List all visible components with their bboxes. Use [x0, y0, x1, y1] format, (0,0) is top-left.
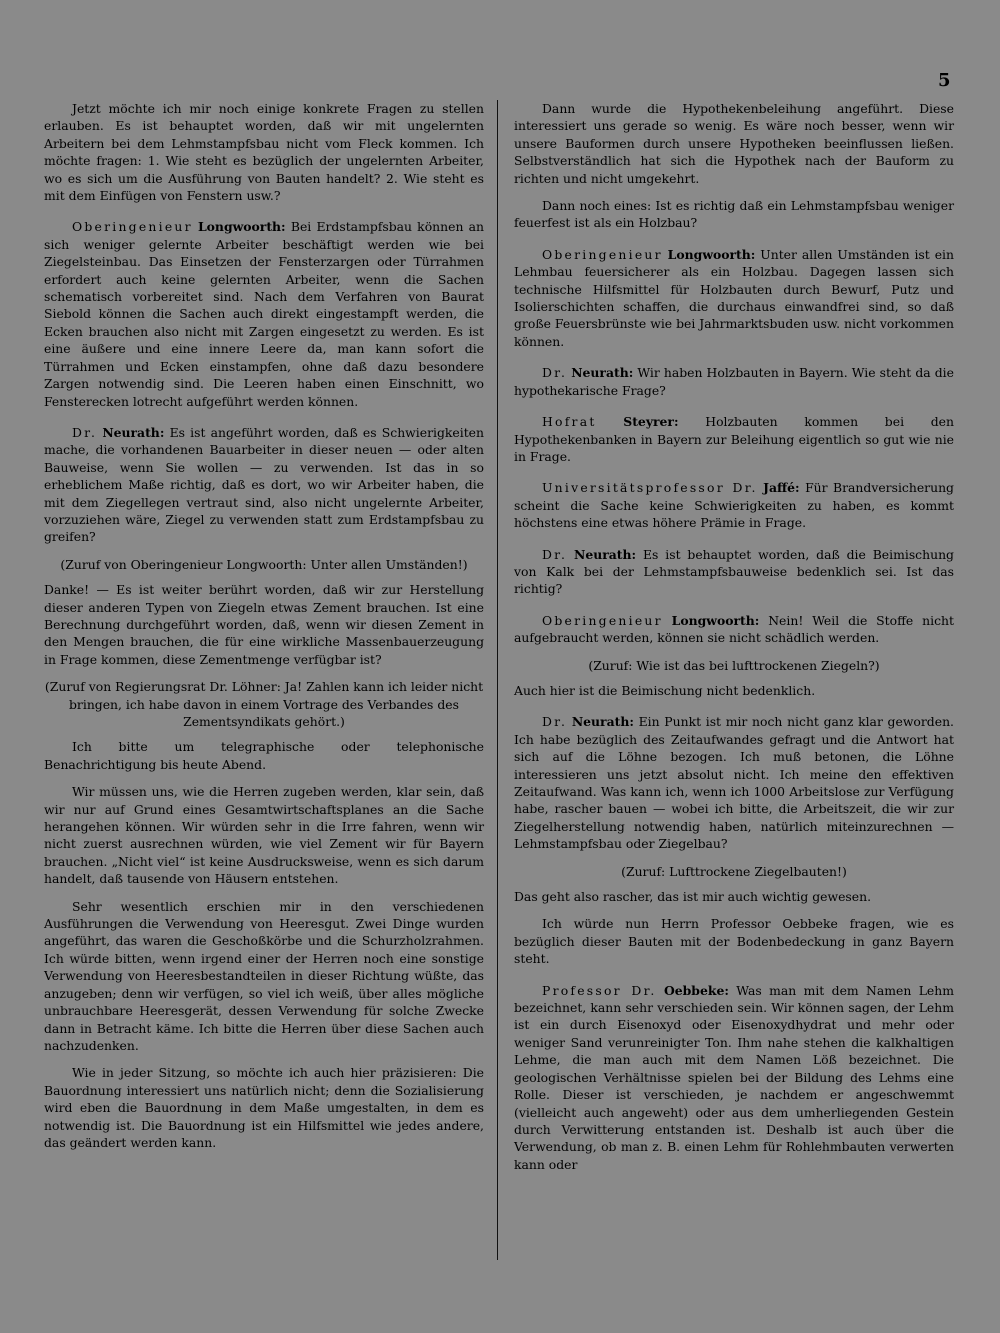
paragraph: Sehr wesentlich erschien mir in den verschiedenen Ausführungen die Verwendung von Heeresgut. Zwei Dinge wurden angeführt, das waren die Geschoßkörbe und die Schurzholzrahmen. Ich würde bitten, wenn irgend einer der Herren noch eine sonstige Verwendung von Heeresbestandteilen in dieser Richtung wüßte, das anzugeben; denn wir verfügen, so viel ich weiß, über alles mögliche unbrauchbare Heeresgerät, dessen Verwendung für solche Zwecke dann in Betracht käme. Ich bitte die Herren über diese Sachen auch nachzudenken. [44, 898, 484, 1053]
speaker-role: Universitätsprofessor Dr. [542, 480, 758, 496]
speaker-name: Neurath: [571, 365, 634, 381]
left-column [44, 100, 484, 1161]
speech-paragraph [514, 413, 954, 465]
column-divider [497, 100, 498, 1260]
speech-text: Wir haben Holzbauten in Bayern. Wie steht da die hypothekarische Frage? [514, 365, 954, 398]
right-column [514, 100, 954, 1183]
speaker-name: Oebbeke: [663, 982, 729, 998]
speech-text: Es ist angeführt worden, daß es Schwierigkeiten mache, die vorhandenen Bauarbeiter in dieser neuen — oder alten Bauweise, wenn Sie wollen — zu verwenden. Ist das in so erheblichem Maße richtig, daß es dort, wo wir Arbeiter haben, die mit dem Ziegellegen vertraut sind, also nicht ungelernte Arbeiter, vorzuziehen wäre, Ziegel zu verwenden statt zum Erdstampfsbau zu greifen? [44, 424, 484, 545]
speech-text: Für Brandversicherung scheint die Sache keine Schwierigkeiten zu haben, es kommt höchstens eine etwas höhere Prämie in Frage. [514, 480, 954, 531]
interjection: (Zuruf von Regierungsrat Dr. Löhner: Ja! Zahlen kann ich leider nicht bringen, ich habe davon in einem Vortrage des Verbandes des Zementsyndikats gehört.) [44, 679, 484, 729]
speaker-name: Neurath: [571, 714, 634, 730]
speaker-name: Steyrer: [623, 414, 679, 430]
speech-text: Was man mit dem Namen Lehm bezeichnet, kann sehr verschieden sein. Wir können sagen, der Lehm ist ein durch Eisenoxyd oder Eisenoxydhydrat und mehr oder weniger Sand verunreinigter Ton. Ihm nahe stehen die kalkhaltigen Lehme, die man auch mit dem Namen Löß bezeichnet. Die geologischen Verhältnisse spielen bei der Bildung des Lehms eine Rolle. Dieser ist verschieden, je nachdem er angeschwemmt (vielleicht auch angeweht) oder aus dem umherliegenden Gestein durch Verwitterung entstanden ist. Deshalb ist auch über die Verwendung, ob man z. B. einen Lehm für Rohlehmbauten verwerten kann oder [514, 982, 954, 1172]
speaker-name: Neurath: [102, 424, 165, 440]
speech-text: Nein! Weil die Stoffe nicht aufgebraucht werden, können sie nicht schädlich werden. [514, 612, 954, 646]
speaker-name: Longwoorth: [667, 246, 756, 262]
speaker-role: Oberingenieur [542, 612, 663, 628]
speech-paragraph [514, 364, 954, 399]
paragraph: Dann noch eines: Ist es richtig daß ein Lehmstampfsbau weniger feuerfest ist als ein Holzbau? [514, 198, 954, 231]
speech-paragraph [44, 424, 484, 546]
speech-paragraph [514, 713, 954, 852]
speaker-role: Dr. [542, 365, 568, 381]
speech-paragraph [514, 982, 954, 1173]
page-number: 5 [938, 70, 951, 91]
speaker-name: Neurath: [574, 546, 637, 562]
speech-text: Unter allen Umständen ist ein Lehmbau feuersicherer als ein Holzbau. Dagegen lassen sich technische Hilfsmittel für Holzbauten durch Bewurf, Putz und Isolierschichten schaffen, die durchaus einwandfrei sind, so daß große Feuersbrünste wie bei Jahrmarktsbuden usw. nicht vorkommen können. [514, 246, 954, 349]
paragraph: Ich würde nun Herrn Professor Oebbeke fragen, wie es bezüglich dieser Bauten mit der Bodenbedeckung in ganz Bayern steht. [514, 916, 954, 967]
speaker-role: Dr. [72, 424, 98, 440]
speaker-name: Longwoorth: [671, 612, 760, 628]
speaker-role: Dr. [542, 546, 568, 562]
speaker-name: Longwoorth: [197, 219, 286, 235]
speaker-name: Jaffé: [763, 480, 800, 496]
speech-paragraph [44, 218, 484, 409]
interjection: (Zuruf: Lufttrockene Ziegelbauten!) [621, 863, 847, 879]
speaker-role: Hofrat [542, 414, 597, 430]
paragraph: Dann wurde die Hypothekenbeleihung angeführt. Diese interessiert uns gerade so wenig. Es wäre noch besser, wenn wir unsere Bauformen durch unsere Hypotheken beeinflussen ließen. Selbstverständlich hat sich die Hypothek nach der Bauform zu richten und nicht umgekehrt. [514, 101, 954, 186]
speech-paragraph [514, 612, 954, 647]
speech-paragraph [514, 246, 954, 350]
speech-paragraph [514, 479, 954, 531]
speech-text: Holzbauten kommen bei den Hypothekenbanken in Bayern zur Beleihung eigentlich so gut wie nie in Frage. [514, 414, 954, 464]
interjection: (Zuruf: Wie ist das bei lufttrockenen Ziegeln?) [588, 657, 880, 673]
paragraph: Auch hier ist die Beimischung nicht bedenklich. [514, 682, 816, 698]
speech-text: Ein Punkt ist mir noch nicht ganz klar geworden. Ich habe bezüglich des Zeitaufwandes gefragt und die Antwort hat sich auf die Löhne bezogen. Ich muß betonen, die Löhne interessieren uns jetzt absolut nicht. Ich meine den effektiven Zeitaufwand. Was kann ich, wenn ich 1000 Arbeitslose zur Verfügung habe, rascher bauen — wobei ich bitte, die Arbeitszeit, die wir zur Ziegelherstellung notwendig haben, natürlich miteinzurechnen — Lehmstampfsbau oder Ziegelbau? [514, 714, 954, 852]
paragraph: Wir müssen uns, wie die Herren zugeben werden, klar sein, daß wir nur auf Grund eines Gesamtwirtschaftsplanes an die Sache herangehen können. Wir würden sehr in die Irre fahren, wenn wir nicht zuerst ausrechnen würden, wie viel Zement wir für Bayern brauchen. „Nicht viel“ ist keine Ausdrucksweise, wenn es sich darum handelt, daß tausende von Häusern entstehen. [44, 784, 484, 887]
paragraph: Ich bitte um telegraphische oder telephonische Benachrichtigung bis heute Abend. [44, 739, 484, 772]
speaker-role: Dr. [542, 714, 568, 730]
speech-text: Bei Erdstampfsbau können an sich weniger gelernte Arbeiter beschäftigt werden wie bei Ziegelsteinbau. Das Einsetzen der Fensterzargen oder Türrahmen erfordert auch keine gelernten Arbeiter, wenn die Sachen schematisch vorbereitet sind. Nach dem Verfahren von Baurat Siebold können die Sachen auch direkt eingestampft werden, die Ecken brauchen also nicht mit Zargen eingesetzt zu werden. Es ist eine äußere und eine innere Leere da, man kann sofort die Türrahmen und Ecken einstampfen, ohne daß dazu besondere Zargen notwendig sind. Die Leeren haben einen Einschnitt, wo Fensterecken lotrecht aufgeführt werden können. [44, 219, 484, 409]
speech-paragraph [514, 546, 954, 598]
paragraph: Jetzt möchte ich mir noch einige konkrete Fragen zu stellen erlauben. Es ist behauptet worden, daß wir mit ungelernten Arbeitern bei dem Lehmstampfsbau nicht vom Fleck kommen. Ich möchte fragen: 1. Wie steht es bezüglich der ungelernten Arbeiter, wo es sich um die Ausführung von Bauten handelt? 2. Wie steht es mit dem Einfügen von Fenstern usw.? [44, 101, 484, 204]
speech-text: Es ist behauptet worden, daß die Beimischung von Kalk bei der Lehmstampfsbauweise bedenklich sei. Ist das richtig? [514, 546, 954, 597]
paragraph: Wie in jeder Sitzung, so möchte ich auch hier präzisieren: Die Bauordnung interessiert uns natürlich nicht; denn die Sozialisierung wird eben die Bauordnung in dem Maße umgestalten, in dem es notwendig ist. Die Bauordnung ist ein Hilfsmittel wie jedes andere, das geändert werden kann. [44, 1065, 484, 1150]
paragraph: Das geht also rascher, das ist mir auch wichtig gewesen. [514, 889, 872, 905]
speaker-role: Oberingenieur [542, 246, 663, 262]
interjection: (Zuruf von Oberingenieur Longwoorth: Unter allen Umständen!) [60, 556, 468, 572]
paragraph: Danke! — Es ist weiter berührt worden, daß wir zur Herstellung dieser anderen Typen von Ziegeln etwas Zement brauchen. Ist eine Berechnung durchgeführt worden, daß, wenn wir diesen Zement in den Mengen brauchen, die für eine wirkliche Massenbauerzeugung in Frage kommen, diese Zementmenge verfügbar ist? [44, 582, 484, 667]
speaker-role: Oberingenieur [72, 219, 193, 235]
speaker-role: Professor Dr. [542, 982, 657, 998]
